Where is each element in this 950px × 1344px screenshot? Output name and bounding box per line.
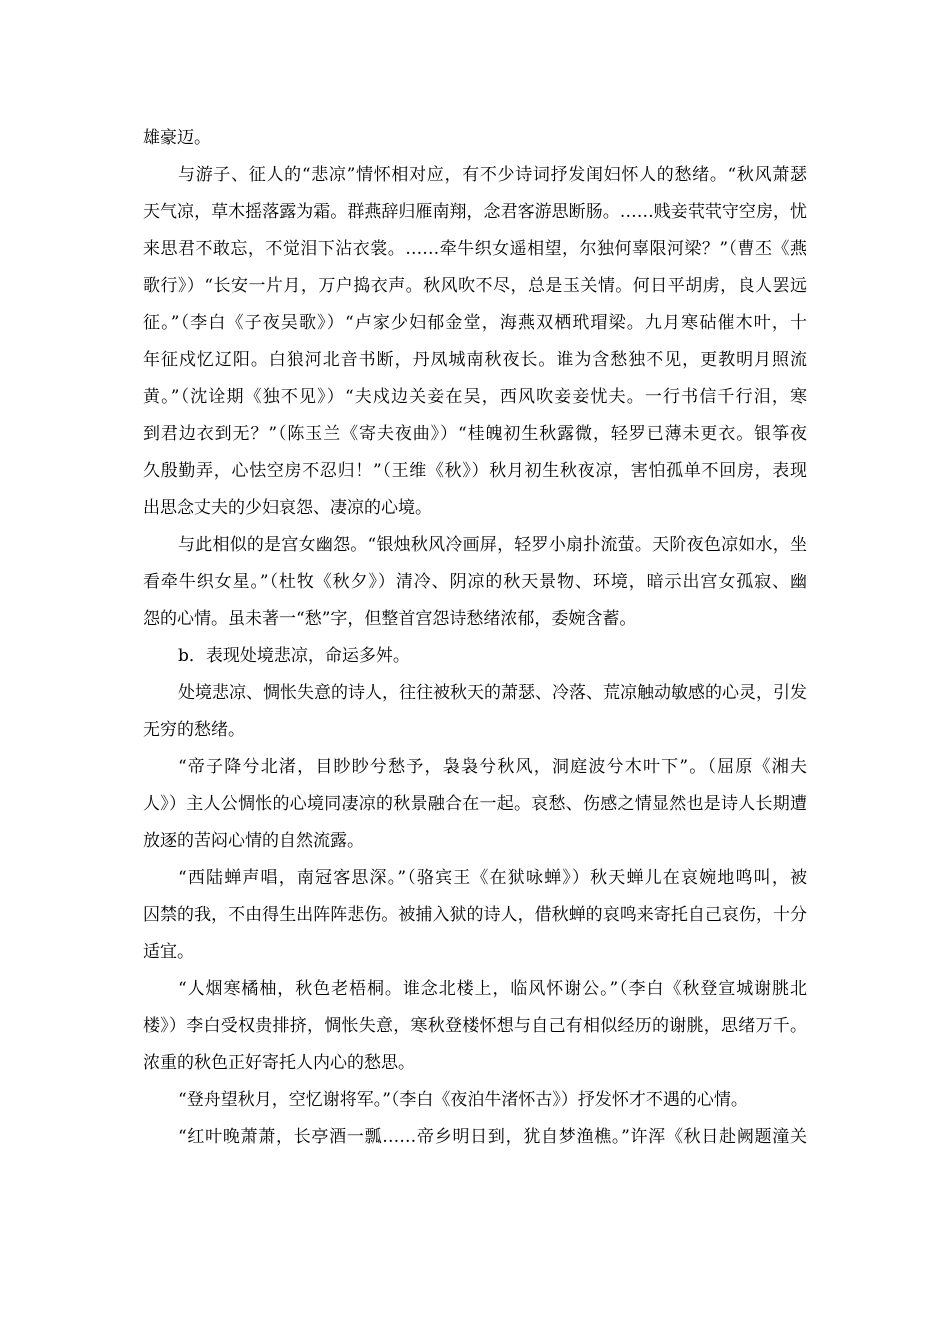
text-line: 无穷的愁绪。: [143, 720, 245, 740]
text-line: “红叶晚萧萧，长亭酒一瓢……帝乡明日到，犹自梦渔樵。”许浑《秋日赴阙题潼关: [178, 1127, 807, 1147]
text-line: 放逐的苦闷心情的自然流露。: [143, 831, 364, 851]
text-line: “帝子降兮北渚，目眇眇兮愁予，袅袅兮秋风，洞庭波兮木叶下”。（屈原《湘夫: [178, 757, 807, 777]
text-line: 出思念丈夫的少妇哀怨、凄凉的心境。: [143, 498, 432, 518]
text-line: 适宜。: [143, 942, 194, 962]
text-line: 囚禁的我，不由得生出阵阵悲伤。被捕入狱的诗人，借秋蝉的哀鸣来寄托自己哀伤，十分: [143, 905, 807, 925]
text-line: 久殷勤弄，心怯空房不忍归！”（王维《秋》）秋月初生秋夜凉，害怕孤单不回房，表现: [143, 461, 807, 481]
list-item-heading: b．表现处境悲凉，命运多舛。: [178, 646, 410, 666]
text-line: 征。”（李白《子夜吴歌》）“卢家少妇郁金堂，海燕双栖玳瑁梁。九月寒砧催木叶，十: [143, 313, 807, 333]
text-line: 到君边衣到无？”（陈玉兰《寄夫夜曲》）“桂魄初生秋露微，轻罗已薄未更衣。银筝夜: [143, 424, 807, 444]
text-line: 怨的心情。虽未著一“愁”字，但整首宫怨诗愁绪浓郁，委婉含蓄。: [143, 609, 637, 629]
text-line: 与此相似的是宫女幽怨。“银烛秋风冷画屏，轻罗小扇扑流萤。天阶夜色凉如水，坐: [178, 535, 807, 555]
text-line: 与游子、征人的“悲凉”情怀相对应，有不少诗词抒发闺妇怀人的愁绪。“秋风萧瑟: [178, 165, 807, 185]
text-line: 雄豪迈。: [143, 128, 211, 148]
text-line: 天气凉，草木摇落露为霜。群燕辞归雁南翔，念君客游思断肠。……贱妾茕茕守空房，忧: [143, 202, 807, 222]
text-line: 楼》）李白受权贵排挤，惆怅失意，寒秋登楼怀想与自己有相似经历的谢朓，思绪万千。: [143, 1016, 807, 1036]
text-line: 浓重的秋色正好寄托人内心的愁思。: [143, 1053, 415, 1073]
text-line: 黄。”（沈诠期《独不见》）“夫戍边关妾在吴，西风吹妾妾忧夫。一行书信千行泪，寒: [143, 387, 807, 407]
text-line: “西陆蝉声唱，南冠客思深。”（骆宾王《在狱咏蝉》）秋天蝉儿在哀婉地鸣叫，被: [178, 868, 807, 888]
text-line: 人》）主人公惆怅的心境同凄凉的秋景融合在一起。哀愁、伤感之情显然也是诗人长期遭: [143, 794, 807, 814]
text-line: 看牵牛织女星。”（杜牧《秋夕》）清冷、阴凉的秋天景物、环境，暗示出宫女孤寂、幽: [143, 572, 807, 592]
text-line: 歌行》）“长安一片月，万户捣衣声。秋风吹不尽，总是玉关情。何日平胡虏，良人罢远: [143, 276, 807, 296]
text-line: 年征戍忆辽阳。白狼河北音书断，丹凤城南秋夜长。谁为含愁独不见，更教明月照流: [143, 350, 807, 370]
text-line: “人烟寒橘柚，秋色老梧桐。谁念北楼上，临风怀谢公。”（李白《秋登宣城谢朓北: [178, 979, 807, 999]
text-line: 处境悲凉、惆怅失意的诗人，往往被秋天的萧瑟、冷落、荒凉触动敏感的心灵，引发: [178, 683, 807, 703]
text-line: “登舟望秋月，空忆谢将军。”（李白《夜泊牛渚怀古》）抒发怀才不遇的心情。: [178, 1090, 748, 1110]
text-line: 来思君不敢忘，不觉泪下沾衣裳。……牵牛织女遥相望，尔独何辜限河梁？”（曹丕《燕: [143, 239, 807, 259]
